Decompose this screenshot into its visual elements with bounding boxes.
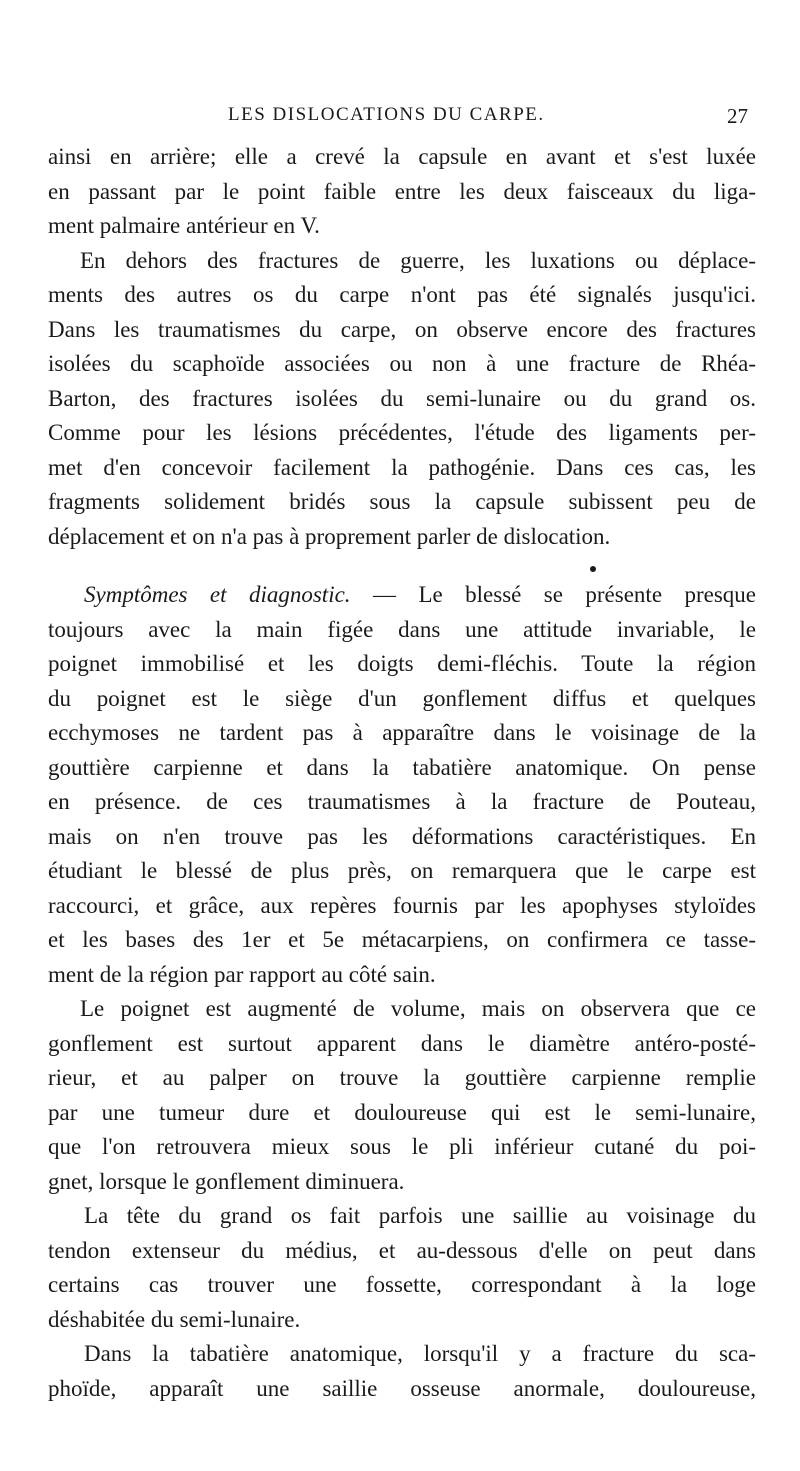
text-line: par une tumeur dure et douloureuse qui est le semi-lunaire, — [48, 1099, 756, 1125]
text-line: et les bases des 1er et 5e métacarpiens, on confirmera ce tasse- — [48, 927, 756, 952]
paragraph — [48, 1199, 756, 1337]
section-dash: — — [350, 582, 419, 607]
running-title: LES DISLOCATIONS DU CARPE. — [228, 104, 545, 125]
text-line: Dans les traumatismes du carpe, on observe encore des fractures — [48, 316, 756, 342]
text-line: isolées du scaphoïde associées ou non à une fracture de Rhéa- — [48, 351, 756, 376]
text-line: ecchymoses ne tardent pas à apparaître dans le voisinage de la — [48, 720, 756, 745]
text-line: déshabitée du semi-lunaire. — [48, 1306, 301, 1332]
text-line: tendon extenseur du médius, et au-dessous d'elle on peut dans — [48, 1237, 756, 1263]
paragraph — [48, 140, 756, 244]
text-line: que l'on retrouvera mieux sous le pli inférieur cutané du poi- — [48, 1134, 756, 1159]
separator-dot — [590, 566, 596, 572]
section-paragraph — [48, 578, 756, 992]
text-line: Barton, des fractures isolées du semi-lunaire ou du grand os. — [48, 385, 756, 411]
text-line: En dehors des fractures de guerre, les luxations ou déplace- — [80, 247, 756, 273]
body-text — [48, 140, 756, 1406]
section-title: Symptômes et diagnostic. — [84, 582, 351, 607]
text-line: fragments solidement bridés sous la capsule subissent peu de — [48, 489, 756, 514]
text-line: rieur, et au palper on trouve la gouttière carpienne remplie — [48, 1065, 756, 1090]
text-line: certains cas trouver une fossette, correspondant à la loge — [48, 1272, 756, 1297]
text-line: poignet immobilisé et les doigts demi-fléchis. Toute la région — [48, 651, 756, 676]
text-line: mais on n'en trouve pas les déformations caractéristiques. En — [48, 823, 756, 849]
text-line: étudiant le blessé de plus près, on remarquera que le carpe est — [48, 858, 756, 883]
page-header — [48, 104, 748, 134]
paragraph — [48, 244, 756, 555]
text-line: ment de la région par rapport au côté sain. — [48, 961, 436, 987]
text-line: gnet, lorsque le gonflement diminuera. — [48, 1168, 405, 1194]
text-line: gouttière carpienne et dans la tabatière anatomique. On pense — [48, 754, 756, 780]
text-line: toujours avec la main figée dans une attitude invariable, le — [48, 616, 756, 642]
text-line: La tête du grand os fait parfois une saillie au voisinage du — [84, 1203, 756, 1228]
text-line: ment palmaire antérieur en V. — [48, 213, 320, 238]
text-line: Comme pour les lésions précédentes, l'étude des ligaments per- — [48, 420, 756, 445]
paragraph — [48, 992, 756, 1199]
text-line: Le poignet est augmenté de volume, mais on observera que ce — [80, 996, 756, 1021]
text-line: en passant par le point faible entre les deux faisceaux du liga- — [48, 178, 756, 204]
text-line: en présence. de ces traumatismes à la fracture de Pouteau, — [48, 789, 756, 814]
paragraph — [48, 1337, 756, 1406]
text-line: met d'en concevoir facilement la pathogénie. Dans ces cas, les — [48, 454, 756, 480]
text-line: Dans la tabatière anatomique, lorsqu'il y a fracture du sca- — [84, 1341, 756, 1366]
text-line: raccourci, et grâce, aux repères fournis par les apophyses styloïdes — [48, 892, 756, 918]
text-line: Le blessé se présente presque — [418, 582, 756, 607]
text-line: ments des autres os du carpe n'ont pas été signalés jusqu'ici. — [48, 282, 756, 307]
text-line: déplacement et on n'a pas à proprement parler de dislocation. — [48, 523, 611, 549]
section-separator — [48, 558, 756, 578]
text-line: du poignet est le siège d'un gonflement diffus et quelques — [48, 685, 756, 711]
page-number: 27 — [727, 104, 748, 128]
text-line: ainsi en arrière; elle a crevé la capsule en avant et s'est luxée — [48, 144, 756, 169]
text-line: phoïde, apparaît une saillie osseuse anormale, douloureuse, — [48, 1375, 756, 1401]
section-first-line — [48, 578, 756, 613]
text-line: gonflement est surtout apparent dans le diamètre antéro-posté- — [48, 1030, 756, 1056]
